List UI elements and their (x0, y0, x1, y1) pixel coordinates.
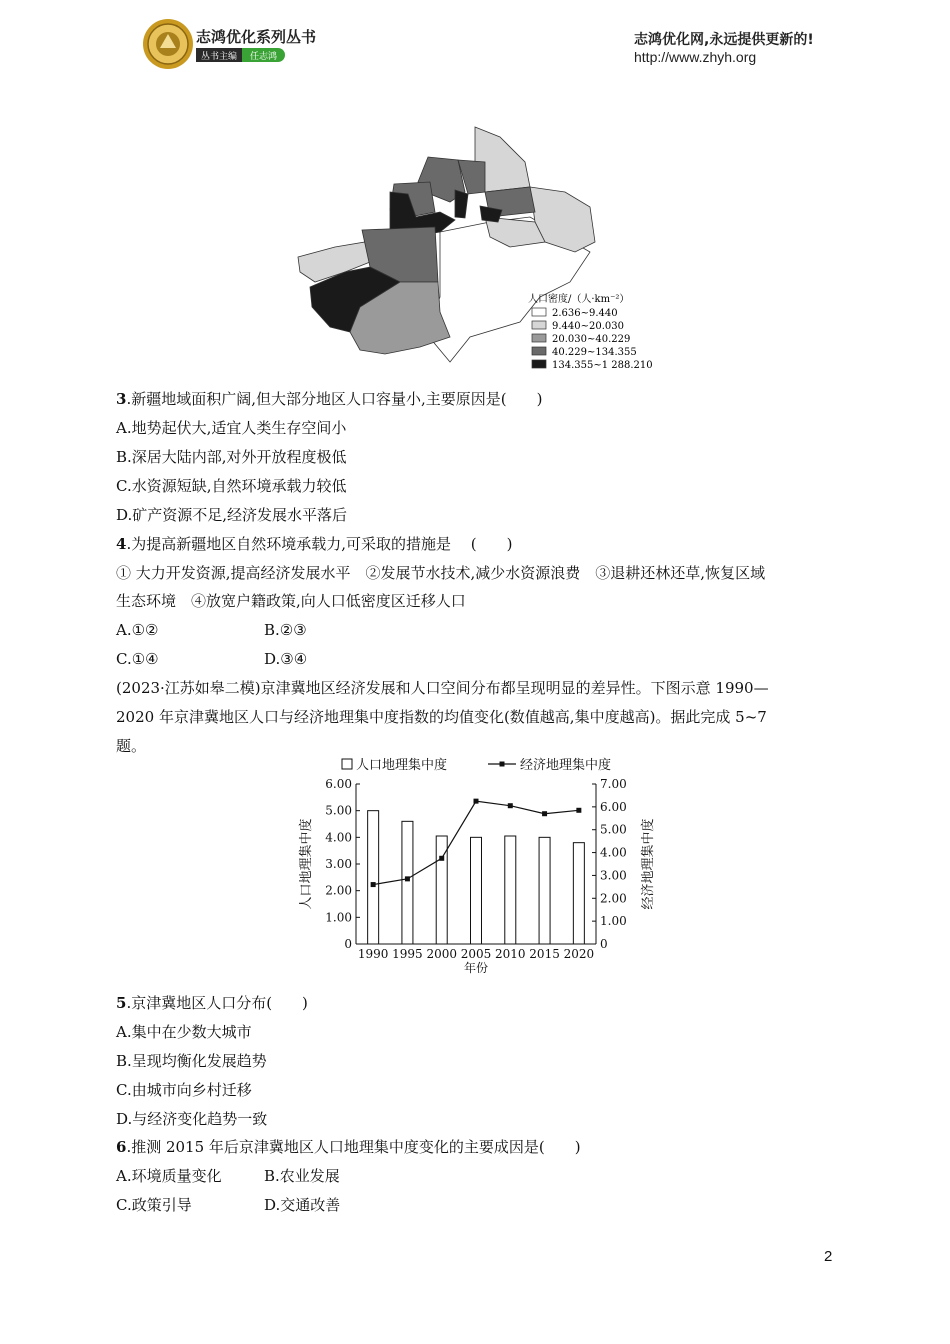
y2-tick-label: 5.00 (600, 822, 627, 837)
line-point (371, 882, 376, 887)
q6-number: 6 (116, 1138, 127, 1156)
q4-number: 4 (116, 535, 127, 553)
header-url[interactable]: http://www.zhyh.org (634, 49, 757, 65)
q5-option-c[interactable]: C.由城市向乡村迁移 (116, 1081, 252, 1099)
legend-line-label: 经济地理集中度 (520, 758, 612, 773)
y-tick-label: 0 (344, 937, 352, 951)
q6-option-d[interactable]: D.交通改善 (264, 1196, 341, 1214)
bar (471, 837, 482, 944)
line-point (474, 799, 479, 804)
q4-stem (116, 534, 512, 554)
x-tick-label: 2015 (529, 947, 560, 961)
legend-label: 20.030~40.229 (552, 334, 631, 345)
header-editor-badge (196, 48, 285, 62)
y2-tick-label: 6.00 (600, 799, 627, 814)
x-tick-label: 1995 (392, 947, 423, 961)
population-economy-concentration-chart (290, 752, 670, 982)
y-tick-label: 4.00 (325, 830, 352, 845)
y2-tick-label: 3.00 (600, 868, 627, 883)
q4-option-c[interactable]: C.①④ (116, 650, 159, 668)
q6-stem (116, 1137, 581, 1157)
y-axis-label: 人口地理集中度 (299, 818, 314, 910)
y2-tick-label: 1.00 (600, 914, 627, 929)
legend-label: 40.229~134.355 (552, 347, 637, 358)
q4-measures-line1: ① 大力开发资源,提高经济发展水平 ②发展节水技术,减少水资源浪费 ③退耕还林还草,恢复区域 (116, 564, 766, 582)
page-number: 2 (824, 1248, 833, 1265)
x-tick-label: 2010 (495, 947, 526, 961)
q3-option-d[interactable]: D.矿产资源不足,经济发展水平落后 (116, 506, 348, 524)
q3-option-c[interactable]: C.水资源短缺,自然环境承载力较低 (116, 477, 347, 495)
q3-stem-text: .新疆地域面积广阔,但大部分地区人口容量小,主要原因是( ) (126, 390, 543, 408)
bar (505, 836, 516, 944)
q5-stem-text: .京津冀地区人口分布( ) (126, 994, 308, 1012)
legend-bar-label: 人口地理集中度 (356, 758, 448, 773)
x-tick-label: 2005 (460, 947, 492, 961)
q6-option-b[interactable]: B.农业发展 (264, 1167, 340, 1185)
y-tick-label: 6.00 (325, 777, 352, 791)
q3-stem (116, 389, 542, 409)
q3-number: 3 (116, 390, 127, 408)
y2-axis-label: 经济地理集中度 (641, 818, 656, 910)
xinjiang-population-density-map (290, 122, 670, 372)
x-tick-label: 1990 (357, 947, 389, 961)
legend-line-marker (500, 762, 505, 767)
q4-measures-line2: 生态环境 ④放宽户籍政策,向人口低密度区迁移人口 (116, 592, 466, 610)
legend-bar-swatch (342, 759, 352, 769)
q4-option-d[interactable]: D.③④ (264, 650, 308, 668)
y2-tick-label: 4.00 (600, 845, 627, 860)
legend-label: 9.440~20.030 (552, 321, 624, 332)
q4-option-a[interactable]: A.①② (116, 621, 159, 639)
editor-name: 任志鸿 (242, 48, 285, 62)
y2-tick-label: 7.00 (600, 777, 627, 791)
bar (402, 821, 413, 944)
line-point (508, 803, 513, 808)
x-tick-label: 2020 (563, 947, 595, 961)
y-tick-label: 2.00 (325, 883, 352, 898)
legend-swatch (532, 308, 546, 316)
legend-label: 134.355~1 288.210 (552, 360, 653, 371)
y2-tick-label: 2.00 (600, 891, 627, 906)
bar (539, 837, 550, 944)
q5-option-a[interactable]: A.集中在少数大城市 (116, 1023, 252, 1041)
q6-option-c[interactable]: C.政策引导 (116, 1196, 192, 1214)
y-tick-label: 1.00 (325, 910, 352, 925)
legend-list (532, 308, 653, 371)
y2-tick-label: 0 (600, 937, 608, 951)
line-point (405, 876, 410, 881)
brand-logo-seal (142, 18, 194, 70)
q3-option-a[interactable]: A.地势起伏大,适宜人类生存空间小 (116, 419, 347, 437)
legend-swatch (532, 321, 546, 329)
q5-stem (116, 993, 308, 1013)
header-slogan: 志鸿优化网,永远提供更新的! (634, 32, 814, 48)
legend-swatch (532, 347, 546, 355)
line-point (542, 811, 547, 816)
q6-stem-text: .推测 2015 年后京津冀地区人口地理集中度变化的主要成因是( ) (126, 1138, 581, 1156)
legend-title: 人口密度/（人·km⁻²） (528, 294, 630, 305)
header-brand-title: 志鸿优化系列丛书 (196, 28, 317, 46)
y-tick-label: 3.00 (325, 857, 352, 871)
x-tick-label: 2000 (426, 947, 457, 961)
line-point (576, 808, 581, 813)
q4-option-b[interactable]: B.②③ (264, 621, 307, 639)
q3-option-b[interactable]: B.深居大陆内部,对外开放程度极低 (116, 448, 347, 466)
bar (368, 811, 379, 944)
y-tick-label: 5.00 (325, 803, 352, 818)
q5-option-d[interactable]: D.与经济变化趋势一致 (116, 1110, 268, 1128)
q5-option-b[interactable]: B.呈现均衡化发展趋势 (116, 1052, 267, 1070)
q5-number: 5 (116, 994, 127, 1012)
intro-line2: 2020 年京津冀地区人口与经济地理集中度指数的均值变化(数值越高,集中度越高)。据此完成 5~7 (116, 708, 767, 726)
intro-line3: 题。 (116, 737, 147, 755)
q4-stem-text: .为提高新疆地区自然环境承载力,可采取的措施是 ( ) (126, 535, 513, 553)
intro-line1: (2023·江苏如皋二模)京津冀地区经济发展和人口空间分布都呈现明显的差异性。下图示意 1990— (116, 679, 769, 697)
legend-swatch (532, 360, 546, 368)
legend-swatch (532, 334, 546, 342)
line-point (439, 856, 444, 861)
bar (573, 843, 584, 944)
legend-label: 2.636~9.440 (552, 308, 618, 319)
q6-option-a[interactable]: A.环境质量变化 (116, 1167, 222, 1185)
editor-label: 丛书主编 (196, 48, 242, 62)
x-axis-label: 年份 (463, 961, 489, 975)
map-region (455, 190, 468, 218)
